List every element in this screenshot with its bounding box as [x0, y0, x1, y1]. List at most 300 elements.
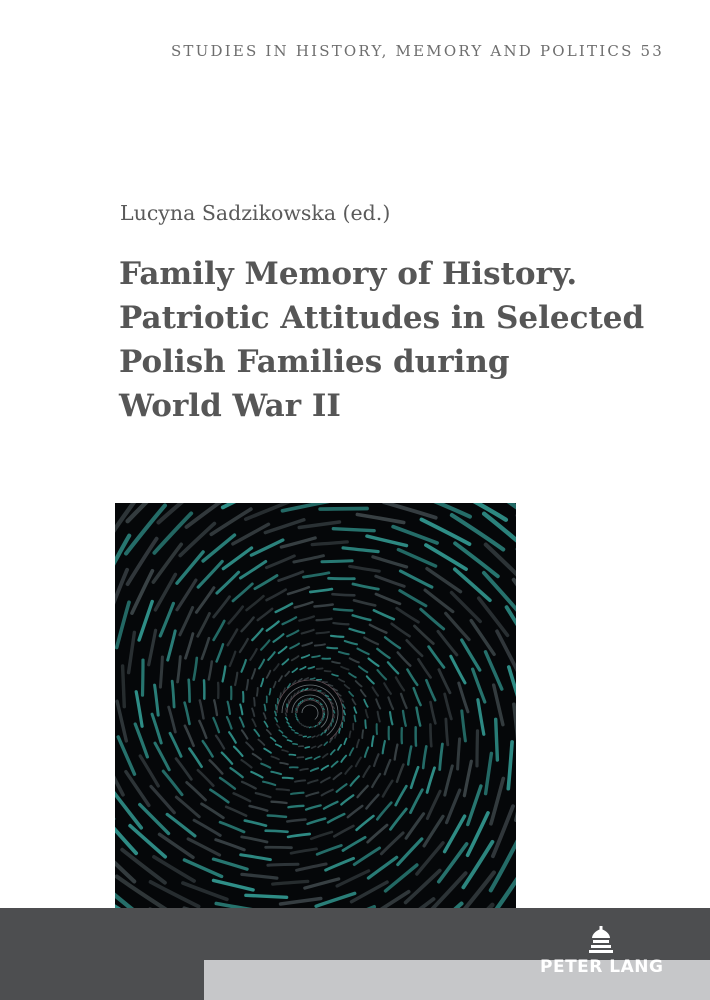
spiral-stroke: [374, 610, 394, 619]
spiral-stroke: [241, 855, 271, 860]
spiral-stroke: [317, 735, 319, 737]
spiral-stroke: [390, 712, 392, 724]
spiral-stroke: [354, 600, 375, 605]
spiral-stroke: [314, 757, 319, 760]
spiral-stroke: [311, 768, 318, 771]
spiral-stroke: [315, 605, 333, 607]
spiral-center: [302, 705, 318, 719]
spiral-stroke: [223, 548, 251, 569]
spiral-stroke: [324, 711, 325, 712]
spiral-stroke: [407, 640, 422, 656]
spiral-stroke: [292, 730, 295, 731]
spiral-stroke: [258, 740, 264, 745]
spiral-stroke: [417, 708, 421, 726]
spiral-stroke: [414, 688, 421, 705]
spiral-stroke: [183, 883, 227, 899]
spiral-stroke: [397, 765, 403, 782]
spiral-stroke: [220, 822, 244, 832]
spiral-stroke: [129, 632, 135, 672]
spiral-stroke: [452, 593, 481, 622]
spiral-stroke: [359, 667, 367, 673]
spiral-stroke: [264, 722, 267, 727]
spiral-stroke: [356, 681, 362, 686]
spiral-stroke: [240, 705, 242, 715]
spiral-stroke: [282, 750, 288, 752]
spiral-stroke: [458, 739, 460, 769]
spiral-stroke: [200, 700, 204, 718]
spiral-stroke: [357, 515, 403, 523]
spiral-stroke: [363, 766, 369, 777]
spiral-stroke: [418, 659, 430, 677]
spiral-stroke: [264, 713, 266, 719]
spiral-stroke: [308, 780, 318, 783]
spiral-stroke: [279, 730, 282, 733]
spiral-stroke: [339, 729, 340, 733]
spiral-stroke: [334, 715, 335, 718]
spiral-stroke: [288, 806, 303, 808]
spiral-stroke: [185, 703, 190, 724]
spiral-stroke: [312, 542, 347, 545]
spiral-stroke: [493, 806, 513, 856]
spiral-stroke: [337, 784, 347, 792]
spiral-stroke: [451, 656, 465, 683]
spiral-stroke: [242, 660, 246, 672]
book-title-line: Polish Families during: [119, 344, 510, 380]
spiral-stroke: [229, 607, 243, 624]
spiral-stroke: [216, 736, 224, 749]
spiral-stroke: [317, 668, 323, 669]
spiral-strokes: [115, 503, 516, 908]
spiral-stroke: [305, 879, 339, 888]
spiral-stroke: [140, 756, 158, 786]
spiral-stroke: [384, 683, 391, 694]
spiral-stroke: [334, 609, 352, 610]
spiral-stroke: [246, 743, 253, 750]
spiral-stroke: [345, 641, 357, 644]
spiral-stroke: [196, 588, 214, 613]
spiral-stroke: [381, 833, 403, 854]
spiral-stroke: [251, 540, 283, 555]
spiral-stroke: [321, 704, 322, 705]
spiral-stroke: [296, 717, 297, 718]
spiral-stroke: [408, 747, 411, 765]
spiral-stroke: [376, 576, 404, 586]
spiral-stroke: [344, 717, 345, 721]
spiral-stroke: [292, 668, 297, 672]
spiral-stroke: [351, 776, 359, 785]
spiral-stroke: [279, 572, 303, 581]
spiral-stroke: [462, 711, 466, 741]
spiral-stroke: [245, 821, 266, 826]
spiral-stroke: [285, 672, 289, 677]
spiral-stroke: [254, 730, 259, 736]
spiral-stroke: [283, 736, 287, 738]
spiral-stroke: [439, 670, 450, 693]
spiral-stroke: [459, 683, 468, 712]
spiral-stroke: [496, 719, 498, 760]
spiral-stroke: [172, 681, 174, 707]
spiral-stroke: [189, 680, 190, 702]
spiral-stroke: [322, 706, 323, 707]
spiral-stroke: [229, 732, 236, 743]
spiral-stroke: [376, 594, 400, 604]
spiral-stroke: [349, 692, 353, 696]
spiral-stroke: [429, 647, 444, 668]
spiral-center: [287, 690, 333, 731]
spiral-stroke: [189, 749, 201, 767]
spiral-stroke: [427, 768, 434, 793]
spiral-stroke: [462, 640, 480, 670]
spiral-stroke: [211, 509, 251, 534]
spiral-stroke: [398, 550, 435, 567]
spiral-stroke: [264, 705, 265, 711]
spiral-stroke: [210, 790, 228, 802]
spiral-stroke: [203, 535, 234, 561]
spiral-stroke: [199, 721, 206, 738]
spiral-stroke: [369, 659, 379, 666]
spiral-stroke: [203, 741, 213, 756]
spiral-stroke: [267, 590, 286, 601]
spiral-stroke: [155, 685, 159, 715]
spiral-stroke: [302, 655, 309, 658]
spiral-stroke: [155, 743, 169, 770]
spiral-stroke: [261, 640, 269, 649]
spiral-stroke: [426, 680, 435, 700]
spiral-stroke: [242, 730, 248, 738]
author-editor: Lucyna Sadzikowska (ed.): [120, 201, 391, 225]
spiral-stroke: [253, 754, 261, 760]
spiral-stroke: [202, 804, 224, 818]
spiral-stroke: [323, 682, 327, 683]
spiral-stroke: [372, 774, 380, 787]
spiral-stroke: [306, 793, 318, 797]
spiral-stroke: [324, 742, 327, 745]
book-title-line: Family Memory of History.: [119, 256, 578, 292]
spiral-stroke: [507, 607, 516, 653]
spiral-stroke: [388, 697, 393, 709]
spiral-stroke: [407, 670, 417, 685]
spiral-stroke: [377, 649, 389, 658]
spiral-stroke: [266, 831, 288, 832]
spiral-stroke: [149, 630, 156, 665]
spiral-stroke: [471, 621, 494, 655]
spiral-stroke: [403, 711, 406, 726]
spiral-stroke: [167, 814, 195, 836]
spiral-stroke: [445, 766, 453, 795]
spiral-stroke: [393, 527, 437, 543]
spiral-stroke: [378, 712, 380, 722]
spiral-stroke: [287, 722, 289, 724]
spiral-stroke: [491, 779, 503, 824]
spiral-stroke: [230, 652, 236, 666]
spiral-stroke: [319, 723, 320, 725]
spiral-stroke: [117, 602, 129, 647]
spiral-stroke: [398, 652, 411, 665]
spiral-stroke: [344, 711, 345, 715]
spiral-stroke: [373, 687, 379, 695]
spiral-stroke: [309, 698, 311, 699]
spiral-stroke: [276, 705, 277, 709]
spiral-stroke: [300, 667, 305, 670]
spiral-stroke: [339, 652, 349, 654]
spiral-stroke: [214, 621, 225, 640]
spiral-stroke: [425, 590, 453, 612]
spiral-stroke: [386, 865, 417, 891]
spiral-stroke: [317, 632, 329, 633]
spiral-stroke: [271, 738, 276, 742]
spiral-stroke: [350, 658, 359, 662]
spiral-stroke: [252, 629, 262, 640]
spiral-stroke: [259, 660, 264, 669]
spiral-stroke: [296, 714, 297, 715]
spiral-stroke: [309, 689, 312, 690]
spiral-stroke: [194, 658, 197, 680]
spiral-stroke: [254, 698, 255, 706]
spiral-stroke: [312, 746, 316, 748]
spiral-stroke: [322, 790, 333, 796]
spiral-stroke: [297, 757, 303, 758]
spiral-stroke: [275, 718, 277, 722]
spiral-stroke: [376, 699, 380, 708]
spiral-stroke: [344, 739, 346, 745]
spiral-stroke: [364, 700, 368, 707]
spiral-stroke: [277, 789, 289, 790]
spiral-stroke: [323, 754, 328, 758]
spiral-stroke: [188, 839, 219, 855]
spiral-stroke: [401, 694, 407, 708]
spiral-stroke: [302, 700, 303, 701]
spiral-stroke: [446, 613, 469, 639]
spiral-stroke: [332, 674, 338, 676]
spiral-stroke: [297, 719, 298, 720]
spiral-stroke: [486, 753, 492, 793]
spiral-stroke: [160, 657, 162, 687]
spiral-stroke: [315, 726, 316, 727]
spiral-stroke: [287, 820, 305, 822]
spiral-stroke: [477, 731, 478, 766]
spiral-stroke: [288, 834, 310, 837]
spiral-stroke: [353, 615, 371, 620]
spiral-stroke: [274, 634, 284, 642]
spiral-stroke: [334, 773, 342, 779]
spiral-stroke: [315, 644, 325, 645]
spiral-stroke: [281, 538, 315, 547]
spiral-stroke: [289, 755, 295, 756]
crown-tree-icon: [587, 925, 615, 957]
spiral-stroke: [115, 791, 141, 828]
spiral-stroke: [280, 693, 281, 697]
spiral-stroke: [328, 814, 344, 822]
spiral-stroke: [220, 778, 235, 789]
spiral-stroke: [305, 747, 309, 748]
spiral-stroke: [267, 730, 271, 734]
spiral-stroke: [337, 871, 369, 886]
spiral-stroke: [308, 737, 311, 738]
spiral-stroke: [135, 724, 147, 757]
spiral-stroke: [240, 639, 248, 652]
spiral-stroke: [279, 647, 287, 653]
book-title: [119, 252, 699, 428]
spiral-stroke: [348, 806, 363, 817]
spiral-stroke: [317, 845, 341, 854]
spiral-stroke: [234, 747, 243, 756]
spiral-stroke: [264, 749, 271, 753]
spiral-stroke: [168, 631, 176, 660]
spiral-stroke: [349, 673, 356, 677]
spiral-stroke: [115, 503, 136, 558]
spiral-stroke: [268, 816, 286, 817]
cover-artwork: [115, 503, 516, 908]
spiral-stroke: [240, 718, 244, 727]
book-title-line: World War II: [119, 388, 341, 424]
spiral-stroke: [290, 644, 299, 649]
spiral-stroke: [302, 643, 312, 646]
spiral-stroke: [323, 708, 324, 709]
spiral-stroke: [366, 795, 378, 809]
spiral-stroke: [250, 649, 256, 660]
spiral-stroke: [152, 714, 161, 743]
spiral-stroke: [321, 733, 323, 735]
spiral-stroke: [241, 562, 266, 579]
spiral-stroke: [438, 631, 457, 655]
spiral-stroke: [214, 700, 217, 715]
spiral-stroke: [350, 629, 365, 633]
spiral-stroke: [396, 677, 404, 690]
spiral-stroke: [478, 700, 484, 735]
spiral-stroke: [464, 761, 471, 796]
spiral-stroke: [391, 809, 407, 829]
spiral-stroke: [292, 656, 299, 660]
spiral-stroke: [321, 721, 322, 723]
spiral-stroke: [235, 673, 237, 685]
spiral-stroke: [473, 669, 485, 702]
spiral-stroke: [234, 793, 251, 801]
spiral-stroke: [333, 623, 348, 624]
spiral-stroke: [288, 740, 292, 741]
spiral-stroke: [285, 713, 286, 716]
spiral-stroke: [186, 634, 193, 659]
spiral-stroke: [247, 680, 249, 690]
spiral-stroke: [401, 571, 432, 587]
spiral-stroke: [383, 741, 385, 753]
spiral-stroke: [339, 679, 344, 682]
spiral-stroke: [176, 759, 191, 780]
spiral-stroke: [368, 857, 396, 878]
spiral-stroke: [228, 702, 230, 714]
spiral-stroke: [267, 556, 295, 568]
spiral-stroke: [385, 760, 391, 774]
spiral-stroke: [291, 849, 316, 853]
spiral-stroke: [213, 718, 219, 732]
spiral-stroke: [298, 704, 299, 706]
spiral-stroke: [242, 618, 254, 632]
spiral-stroke: [311, 678, 315, 679]
spiral-stroke: [267, 671, 271, 678]
spiral-stroke: [269, 689, 270, 695]
spiral-stroke: [198, 561, 222, 587]
spiral-stroke: [252, 719, 256, 726]
spiral-stroke: [279, 676, 282, 681]
spiral-stroke: [214, 880, 254, 890]
spiral-stroke: [317, 724, 318, 725]
spiral-stroke: [272, 757, 279, 760]
spiral-stroke: [423, 746, 426, 768]
spiral-stroke: [286, 718, 288, 720]
spiral-stroke: [308, 819, 326, 824]
spiral-stroke: [353, 584, 378, 589]
spiral-stroke: [378, 670, 387, 679]
spiral-stroke: [289, 726, 291, 728]
series-title: STUDIES IN HISTORY, MEMORY AND POLITICS 53: [170, 42, 664, 60]
spiral-stroke: [293, 744, 297, 745]
spiral-stroke: [320, 509, 367, 510]
spiral-stroke: [198, 613, 210, 636]
spiral-stroke: [252, 669, 255, 679]
spiral-stroke: [362, 730, 363, 738]
spiral-stroke: [365, 720, 366, 728]
spiral-stroke: [126, 772, 149, 806]
spiral-stroke: [361, 690, 366, 696]
spiral-stroke: [324, 802, 338, 809]
spiral-stroke: [321, 778, 330, 783]
spiral-stroke: [294, 556, 324, 562]
spiral-stroke: [276, 604, 292, 612]
spiral-stroke: [115, 753, 123, 795]
spiral-stroke: [468, 786, 481, 825]
spiral-stroke: [194, 820, 220, 835]
spiral-stroke: [354, 707, 356, 713]
spiral-stroke: [383, 781, 392, 797]
spiral-stroke: [431, 702, 436, 723]
spiral-stroke: [325, 671, 331, 672]
spiral-stroke: [406, 814, 424, 839]
spiral-stroke: [334, 826, 353, 837]
publisher-logo: [540, 925, 662, 985]
spiral-stroke: [334, 710, 335, 713]
spiral-stroke: [300, 702, 301, 704]
spiral-stroke: [514, 704, 516, 751]
spiral-stroke: [398, 839, 422, 865]
spiral-stroke: [430, 724, 431, 746]
spiral-stroke: [338, 745, 341, 750]
spiral-stroke: [446, 719, 448, 745]
spiral-stroke: [411, 767, 418, 788]
spiral-stroke: [184, 860, 221, 877]
spiral-stroke: [216, 840, 244, 850]
spiral-stroke: [308, 667, 314, 669]
spiral-stroke: [508, 742, 512, 789]
spiral-stroke: [333, 594, 355, 595]
spiral-stroke: [185, 726, 194, 746]
spiral-stroke: [447, 790, 460, 823]
spiral-stroke: [139, 602, 152, 641]
spiral-stroke: [331, 636, 343, 637]
spiral-stroke: [267, 622, 279, 631]
spiral-stroke: [367, 536, 407, 546]
spiral-stroke: [332, 762, 338, 767]
spiral-stroke: [310, 589, 332, 592]
spiral-stroke: [169, 707, 176, 732]
spiral-stroke: [226, 807, 246, 816]
spiral-stroke: [333, 529, 374, 531]
spiral-stroke: [415, 626, 434, 644]
spiral-stroke: [304, 573, 329, 577]
spiral-stroke: [322, 561, 352, 562]
spiral-stroke: [306, 758, 312, 760]
spiral-stroke: [274, 682, 276, 688]
spiral-stroke: [352, 882, 388, 902]
spiral-stroke: [251, 772, 262, 778]
